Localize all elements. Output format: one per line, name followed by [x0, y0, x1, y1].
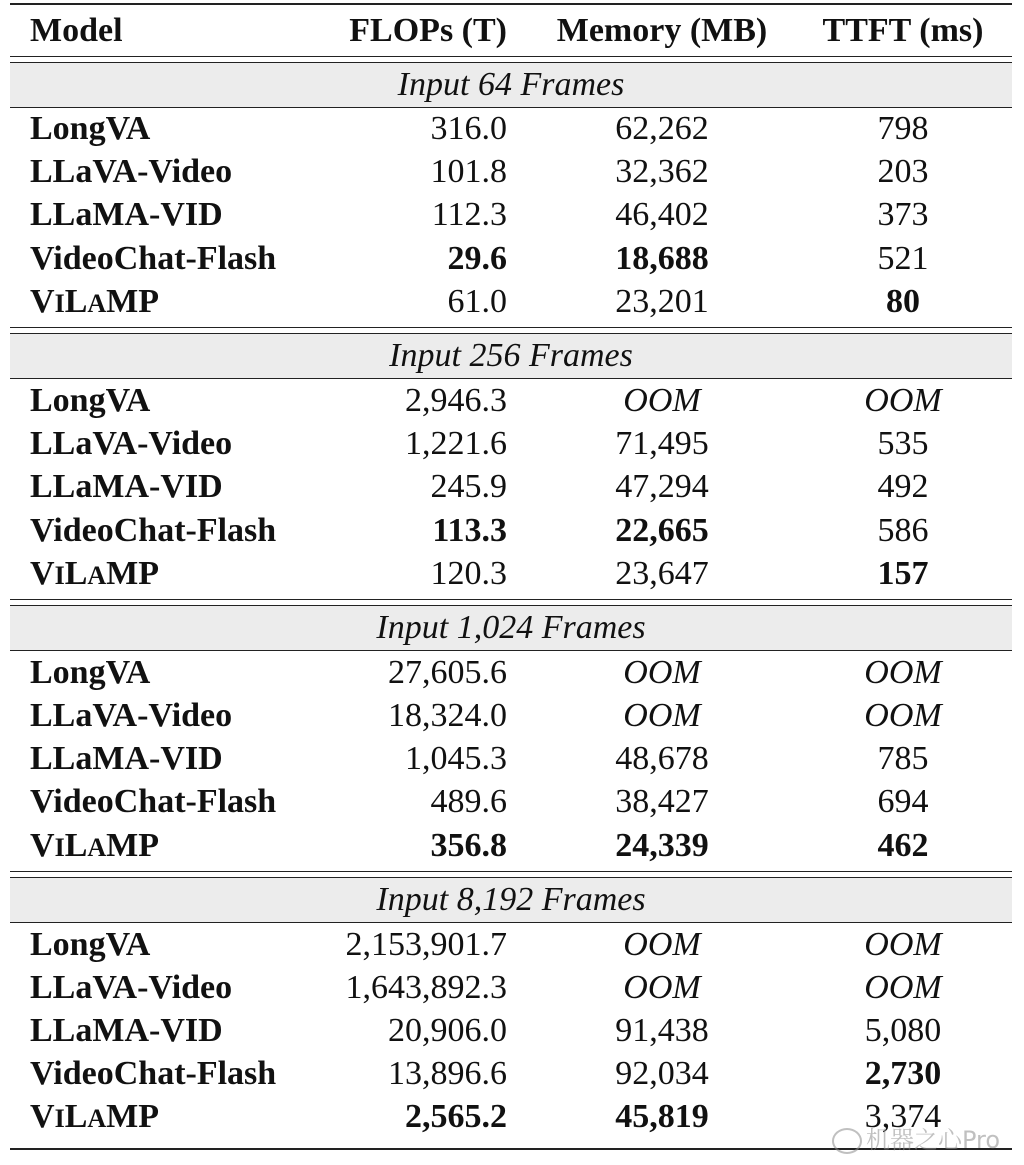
table-row: [10, 552, 1012, 595]
table-row: [10, 150, 1012, 193]
model-name: LLaVA-Video: [30, 153, 233, 190]
table-row: [10, 780, 1012, 823]
table-row: [10, 694, 1012, 737]
memory-value: 47,294: [615, 468, 709, 505]
memory-value: 71,495: [615, 425, 709, 462]
table-row: [10, 465, 1012, 508]
model-name-smallcaps: VILAMP: [30, 283, 160, 320]
table-row: [10, 651, 1012, 694]
memory-value: OOM: [623, 969, 701, 1006]
flops-value: 489.6: [430, 783, 507, 820]
ttft-value: 157: [877, 555, 929, 592]
model-name: LLaMA-VID: [30, 1012, 223, 1049]
table-row: [10, 923, 1012, 966]
ttft-value: 798: [877, 110, 929, 147]
flops-value: 316.0: [430, 110, 507, 147]
model-name: LLaVA-Video: [30, 697, 233, 734]
section-header: [10, 878, 1012, 922]
model-name: LLaMA-VID: [30, 740, 223, 777]
memory-value: 24,339: [615, 827, 709, 864]
header-ttft: TTFT (ms): [822, 12, 984, 49]
header-flops: FLOPs (T): [349, 12, 507, 49]
flops-value: 1,045.3: [405, 740, 507, 777]
ttft-value: 5,080: [864, 1012, 942, 1049]
table-row: [10, 966, 1012, 1009]
memory-value: 23,647: [615, 555, 709, 592]
flops-value: 356.8: [430, 827, 507, 864]
section-label: Input 256 Frames: [389, 337, 633, 374]
ttft-value: OOM: [864, 926, 942, 963]
flops-value: 20,906.0: [388, 1012, 507, 1049]
section-rule-top: [10, 871, 1012, 872]
model-name: LLaMA-VID: [30, 468, 223, 505]
model-name-smallcaps: VILAMP: [30, 555, 160, 592]
flops-value: 1,643,892.3: [345, 969, 507, 1006]
ttft-value: 586: [877, 512, 929, 549]
ttft-value: OOM: [864, 969, 942, 1006]
memory-value: 18,688: [615, 240, 709, 277]
table-row: [10, 193, 1012, 236]
ttft-value: 3,374: [864, 1098, 942, 1135]
model-name: LongVA: [30, 382, 151, 419]
section-label: Input 8,192 Frames: [376, 881, 646, 918]
section-header: [10, 606, 1012, 650]
memory-value: 32,362: [615, 153, 709, 190]
memory-value: OOM: [623, 382, 701, 419]
table-row: [10, 422, 1012, 465]
model-name: LongVA: [30, 654, 151, 691]
section-rule-top: [10, 599, 1012, 600]
ttft-value: OOM: [864, 382, 942, 419]
model-name: LLaMA-VID: [30, 196, 223, 233]
ttft-value: 492: [877, 468, 929, 505]
memory-value: OOM: [623, 654, 701, 691]
ttft-value: 694: [877, 783, 929, 820]
memory-value: 62,262: [615, 110, 709, 147]
memory-value: 38,427: [615, 783, 709, 820]
table-row: [10, 379, 1012, 422]
flops-value: 2,946.3: [405, 382, 507, 419]
memory-value: 92,034: [615, 1055, 709, 1092]
flops-value: 61.0: [447, 283, 507, 320]
flops-value: 120.3: [430, 555, 507, 592]
ttft-value: OOM: [864, 697, 942, 734]
memory-value: OOM: [623, 697, 701, 734]
watermark: [832, 1120, 1000, 1155]
flops-value: 112.3: [431, 196, 507, 233]
memory-value: 46,402: [615, 196, 709, 233]
flops-value: 29.6: [447, 240, 507, 277]
model-name: LongVA: [30, 926, 151, 963]
model-name-smallcaps: VILAMP: [30, 827, 160, 864]
table-row: [10, 1052, 1012, 1095]
ttft-value: 535: [877, 425, 929, 462]
model-name: VideoChat-Flash: [30, 512, 277, 549]
top-rule: [10, 3, 1012, 5]
ttft-value: 2,730: [864, 1055, 942, 1092]
memory-value: 45,819: [615, 1098, 709, 1135]
memory-value: 91,438: [615, 1012, 709, 1049]
section-label: Input 64 Frames: [397, 66, 625, 103]
model-name: VideoChat-Flash: [30, 1055, 277, 1092]
ttft-value: 462: [877, 827, 929, 864]
header-rule: [10, 56, 1012, 57]
flops-value: 101.8: [430, 153, 507, 190]
weibo-icon: [832, 1128, 862, 1154]
section-label: Input 1,024 Frames: [376, 609, 646, 646]
flops-value: 27,605.6: [388, 654, 507, 691]
memory-value: OOM: [623, 926, 701, 963]
flops-value: 2,565.2: [405, 1098, 507, 1135]
model-name: VideoChat-Flash: [30, 240, 277, 277]
table-row: [10, 737, 1012, 780]
ttft-value: 373: [877, 196, 929, 233]
section-header: [10, 63, 1012, 107]
memory-value: 22,665: [615, 512, 709, 549]
table-row: [10, 824, 1012, 867]
header-memory: Memory (MB): [556, 12, 768, 49]
table-row: [10, 237, 1012, 280]
flops-value: 1,221.6: [405, 425, 507, 462]
model-name: LLaVA-Video: [30, 425, 233, 462]
model-name: LLaVA-Video: [30, 969, 233, 1006]
flops-value: 13,896.6: [388, 1055, 507, 1092]
section-rule-top: [10, 327, 1012, 328]
memory-value: 23,201: [615, 283, 709, 320]
watermark-text: 机器之心Pro: [866, 1126, 1001, 1154]
flops-value: 18,324.0: [388, 697, 507, 734]
flops-value: 245.9: [430, 468, 507, 505]
table-row: [10, 280, 1012, 323]
section-header: [10, 334, 1012, 378]
memory-value: 48,678: [615, 740, 709, 777]
ttft-value: OOM: [864, 654, 942, 691]
header-model: Model: [30, 12, 123, 49]
flops-value: 113.3: [432, 512, 507, 549]
table-row: [10, 107, 1012, 150]
ttft-value: 203: [877, 153, 929, 190]
flops-value: 2,153,901.7: [345, 926, 507, 963]
model-name: LongVA: [30, 110, 151, 147]
table-row: [10, 509, 1012, 552]
table-header-row: [10, 9, 1012, 52]
model-name: VideoChat-Flash: [30, 783, 277, 820]
ttft-value: 785: [877, 740, 929, 777]
model-name-smallcaps: VILAMP: [30, 1098, 160, 1135]
table-row: [10, 1009, 1012, 1052]
ttft-value: 80: [886, 283, 920, 320]
ttft-value: 521: [877, 240, 929, 277]
